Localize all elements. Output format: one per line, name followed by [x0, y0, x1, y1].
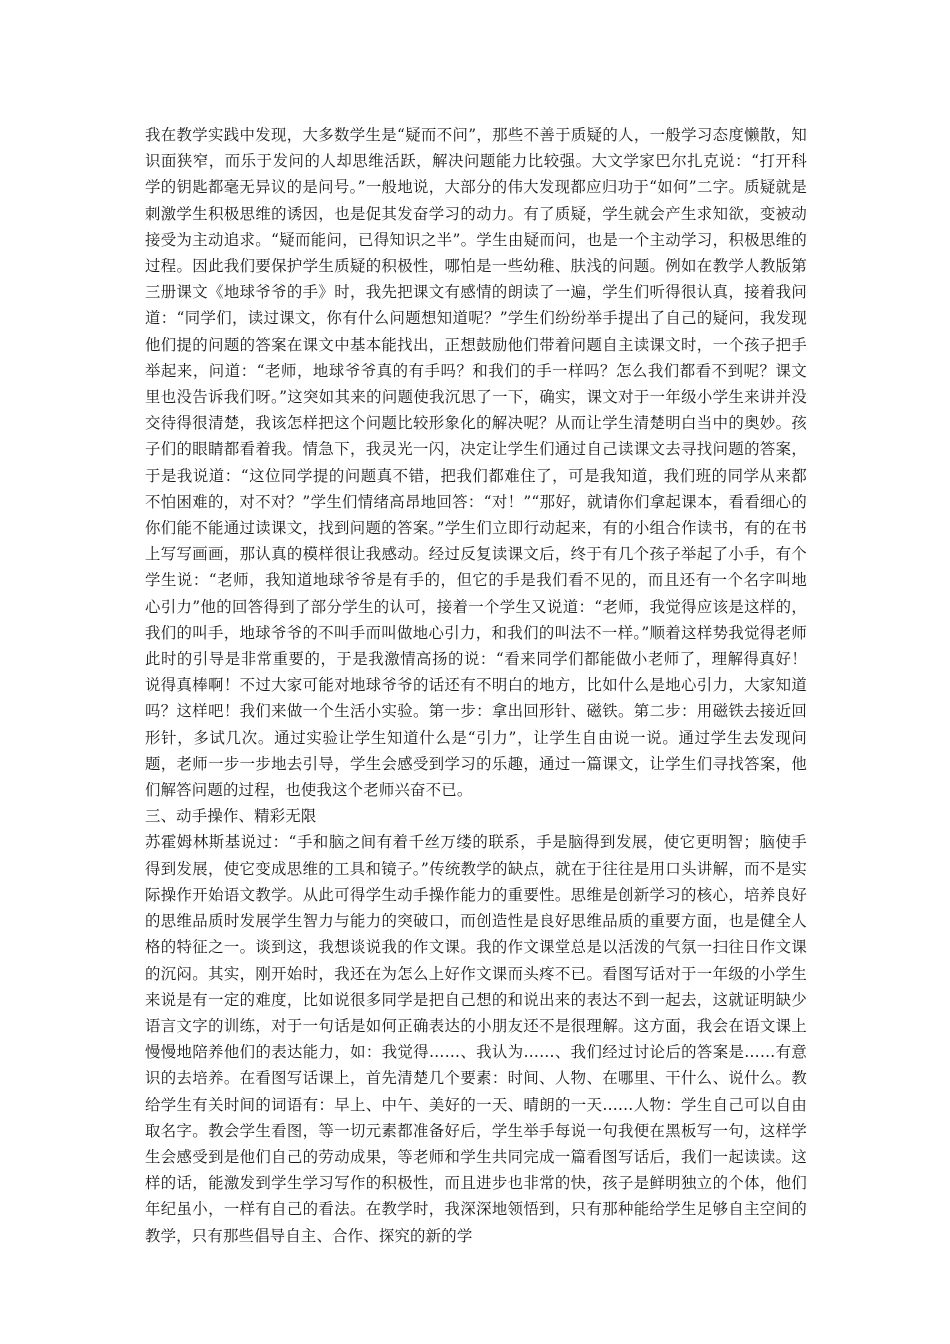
body-paragraph-hands-on: 苏霍姆林斯基说过：“手和脑之间有着千丝万缕的联系，手是脑得到发展，使它更明智；脑使手得到发展，使它变成思维的工具和镜子。”传统教学的缺点，就在于往往是用口头讲解，而不是实际操作开始语文教学。从此可得学生动手操作能力的重要性。思维是创新学习的核心，培养良好的思维品质时发展学生智力与能力的突破口，而创造性是良好思维品质的重要方面，也是健全人格的特征之一。谈到这，我想谈说我的作文课。我的作文课堂总是以活泼的气氛一扫往日作文课的沉闷。其实，刚开始时，我还在为怎么上好作文课而头疼不已。看图写话对于一年级的小学生来说是有一定的难度，比如说很多同学是把自己想的和说出来的表达不到一起去，这就证明缺少语言文字的训练，对于一句话是如何正确表达的小朋友还不是很理解。这方面，我会在语文课上慢慢地陪养他们的表达能力，如：我觉得……、我认为……、我们经过讨论后的答案是……有意识的去培养。在看图写话课上，首先清楚几个要素：时间、人物、在哪里、干什么、说什么。教给学生有关时间的词语有：早上、中午、美好的一天、晴朗的一天……人物：学生自己可以自由取名字。教会学生看图，等一切元素都准备好后，学生举手每说一句我便在黑板写一句，这样学生会感受到是他们自己的劳动成果，等老师和学生共同完成一篇看图写话后，我们一起读读。这样的话，能激发到学生学习写作的积极性，而且进步也非常的快，孩子是鲜明独立的个体，他们年纪虽小，一样有自己的看法。在教学时，我深深地领悟到，只有那种能给学生足够自主空间的教学，只有那些倡导自主、合作、探究的新的学	[145, 833, 807, 1245]
body-paragraph-questioning: 我在教学实践中发现，大多数学生是“疑而不问”，那些不善于质疑的人，一般学习态度懒散，知识面狭窄，而乐于发问的人却思维活跃，解决问题能力比较强。大文学家巴尔扎克说：“打开科学的钥匙都毫无异议的是问号。”一般地说，大部分的伟大发现都应归功于“如何”二字。质疑就是刺激学生积极思维的诱因，也是促其发奋学习的动力。有了质疑，学生就会产生求知欲，变被动接受为主动追求。“疑而能问，已得知识之半”。学生由疑而问，也是一个主动学习，积极思维的过程。因此我们要保护学生质疑的积极性，哪怕是一些幼稚、肤浅的问题。例如在教学人教版第三册课文《地球爷爷的手》时，我先把课文有感情的朗读了一遍，学生们听得很认真，接着我问道：“同学们，读过课文，你有什么问题想知道呢？”学生们纷纷举手提出了自己的疑问，我发现他们提的问题的答案在课文中基本能找出，正想鼓励他们带着问题自主读课文时，一个孩子把手举起来，问道：“老师，地球爷爷真的有手吗？和我们的手一样吗？怎么我们都看不到呢？课文里也没告诉我们呀。”这突如其来的问题使我沉思了一下，确实，课文对于一年级小学生来讲并没交待得很清楚，我该怎样把这个问题比较形象化的解决呢？从而让学生清楚明白当中的奥妙。孩子们的眼睛都看着我。情急下，我灵光一闪，决定让学生们通过自己读课文去寻找问题的答案，于是我说道：“这位同学提的问题真不错，把我们都难住了，可是我知道，我们班的同学从来都不怕困难的，对不对？”学生们情绪高昂地回答：“对！”“那好，就请你们拿起课本，看看细心的你们能不能通过读课文，找到问题的答案。”学生们立即行动起来，有的小组合作读书，有的在书上写写画画，那认真的模样很让我感动。经过反复读课文后，终于有几个孩子举起了小手，有个学生说：“老师，我知道地球爷爷是有手的，但它的手是我们看不见的，而且还有一个名字叫地心引力”他的回答得到了部分学生的认可，接着一个学生又说道：“老师，我觉得应该是这样的，我们的叫手，地球爷爷的不叫手而叫做地心引力，和我们的叫法不一样。”顺着这样势我觉得老师此时的引导是非常重要的，于是我激情高扬的说：“看来同学们都能做小老师了，理解得真好！说得真棒啊！不过大家可能对地球爷爷的话还有不明白的地方，比如什么是地心引力，大家知道吗？这样吧！我们来做一个生活小实验。第一步：拿出回形针、磁铁。第二步：用磁铁去接近回形针，多试几次。通过实验让学生知道什么是“引力”，让学生自由说一说。通过学生去发现问题，老师一步一步地去引导，学生会感受到学习的乐趣，通过一篇课文，让学生们寻找答案，他们解答问题的过程，也使我这个老师兴奋不已。	[145, 126, 807, 800]
section-heading-hands-on: 三、动手操作、精彩无限	[145, 807, 317, 826]
document-page	[145, 122, 807, 1249]
